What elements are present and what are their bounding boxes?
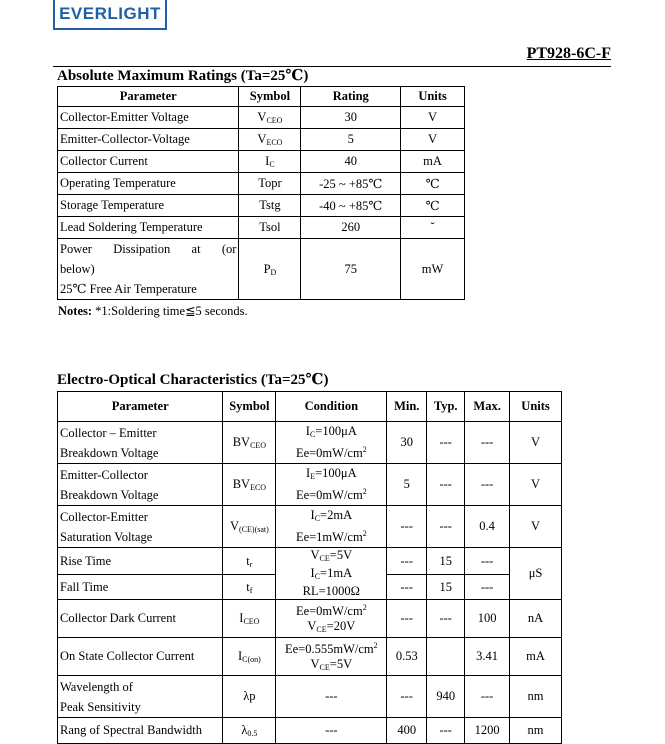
eoc-switch-cond-1	[278, 548, 384, 566]
amr-power-parameter	[58, 239, 239, 300]
amr-row-parameter: Collector-Emitter Voltage	[58, 107, 239, 129]
eoc-on-cond-2a: V	[310, 657, 320, 672]
eoc-row-cond-2	[278, 526, 384, 545]
eoc-row-sym-sub: ECO	[250, 483, 267, 492]
eoc-row-cond-2a: Ee=0mW/cm	[295, 446, 363, 461]
eoc-fall-sym-sub: f	[249, 585, 253, 595]
eoc-row-cond-2	[278, 484, 384, 503]
eoc-row-on	[58, 638, 562, 676]
eoc-dark-sym-main: I	[239, 611, 244, 626]
eoc-fall-sym-main: t	[246, 579, 250, 594]
eoc-table	[57, 391, 562, 744]
eoc-row-cond-2sup: 2	[362, 444, 367, 454]
amr-row-symbol	[239, 129, 301, 151]
amr-row-parameter: Storage Temperature	[58, 195, 239, 217]
eoc-peak-units: nm	[510, 676, 562, 718]
eoc-switch-units: μS	[510, 548, 562, 600]
eoc-row-cond-1sub: C	[309, 429, 316, 439]
eoc-header-min: Min.	[387, 392, 427, 422]
amr-power-line1: Power Dissipation at (or	[60, 242, 237, 256]
eoc-row-cond-1	[278, 466, 384, 484]
eoc-dark-symbol	[223, 600, 276, 638]
everlight-logo	[53, 0, 167, 30]
amr-power-sym-main: P	[263, 261, 271, 276]
eoc-row-dark	[58, 600, 562, 638]
eoc-row-peak	[58, 676, 562, 718]
eoc-on-parameter: On State Collector Current	[58, 638, 223, 676]
eoc-row-units: V	[510, 422, 562, 464]
eoc-row-sym-main: BV	[232, 477, 251, 491]
eoc-on-cond-2b: =5V	[329, 657, 353, 672]
eoc-dark-cond-1a: Ee=0mW/cm	[295, 604, 363, 619]
amr-row	[58, 195, 465, 217]
eoc-header-max: Max.	[465, 392, 510, 422]
eoc-on-cond-2	[278, 657, 384, 675]
eoc-row-cond-2sup: 2	[362, 486, 367, 496]
eoc-row-sym-main: V	[229, 519, 240, 533]
amr-power-rating: 75	[301, 239, 401, 300]
eoc-dark-max: 100	[465, 600, 510, 638]
eoc-range-typ: ---	[427, 718, 465, 744]
eoc-row-cond-1a: I	[310, 507, 315, 522]
eoc-range-parameter: Rang of Spectral Bandwidth	[58, 718, 223, 744]
eoc-row-max: ---	[465, 464, 510, 506]
eoc-row-units: V	[510, 464, 562, 506]
eoc-row-max: 0.4	[465, 506, 510, 548]
amr-row	[58, 129, 465, 151]
eoc-row	[58, 506, 562, 548]
eoc-row-min: ---	[387, 506, 427, 548]
amr-row	[58, 217, 465, 239]
eoc-rise-sym-sub: r	[249, 559, 253, 569]
eoc-row-parameter	[58, 506, 223, 548]
eoc-peak-condition: ---	[276, 676, 387, 718]
eoc-range-condition: ---	[276, 718, 387, 744]
amr-row-parameter: Collector Current	[58, 151, 239, 173]
amr-header-units: Units	[401, 87, 465, 107]
eoc-on-min: 0.53	[387, 638, 427, 676]
amr-row-sym-main: V	[257, 110, 267, 124]
amr-row-rating: 5	[301, 129, 401, 151]
eoc-switch-cond-1a: V	[310, 548, 320, 562]
amr-row-sym-main: Topr	[258, 176, 282, 190]
eoc-fall-symbol	[223, 575, 276, 600]
eoc-header-row	[58, 392, 562, 422]
eoc-row-sym-sub: CEO	[250, 441, 267, 450]
amr-row-symbol	[239, 195, 301, 217]
eoc-row-cond-1b: =100μA	[315, 465, 357, 480]
eoc-dark-sym-sub: CEO	[243, 617, 260, 627]
amr-row-rating: -40 ~ +85℃	[301, 195, 401, 217]
eoc-switch-cond-2	[278, 566, 384, 584]
eoc-dark-units: nA	[510, 600, 562, 638]
eoc-rise-parameter: Rise Time	[58, 548, 223, 575]
amr-row-rating: 40	[301, 151, 401, 173]
amr-row-parameter: Lead Soldering Temperature	[58, 217, 239, 239]
eoc-header-parameter: Parameter	[58, 392, 223, 422]
logo-text: EVERLIGHT	[59, 4, 161, 23]
eoc-row-sym-sub: (CE)(sat)	[239, 525, 269, 534]
eoc-range-min: 400	[387, 718, 427, 744]
eoc-row-symbol	[223, 422, 276, 464]
eoc-on-max: 3.41	[465, 638, 510, 676]
amr-row-parameter: Emitter-Collector-Voltage	[58, 129, 239, 151]
eoc-dark-condition	[276, 600, 387, 638]
eoc-range-symbol	[223, 718, 276, 744]
amr-row	[58, 107, 465, 129]
eoc-row-cond-2a: Ee=0mW/cm	[295, 488, 363, 503]
eoc-range-units: nm	[510, 718, 562, 744]
amr-row	[58, 173, 465, 195]
part-number: PT928-6C-F	[526, 45, 611, 62]
eoc-peak-max: ---	[465, 676, 510, 718]
eoc-row-symbol	[223, 464, 276, 506]
amr-row-rating: 30	[301, 107, 401, 129]
eoc-row-typ: ---	[427, 464, 465, 506]
eoc-rise-max: ---	[465, 548, 510, 575]
eoc-fall-parameter: Fall Time	[58, 575, 223, 600]
amr-power-symbol	[239, 239, 301, 300]
eoc-peak-parameter	[58, 676, 223, 718]
amr-row-power	[58, 239, 465, 300]
amr-row-units: V	[401, 129, 465, 151]
eoc-row-cond-1a: I	[305, 423, 310, 438]
eoc-on-symbol	[223, 638, 276, 676]
eoc-dark-cond-1sup: 2	[362, 603, 367, 612]
eoc-row-param-2: Breakdown Voltage	[60, 445, 159, 460]
eoc-row-units: V	[510, 506, 562, 548]
amr-row-sym-sub: C	[269, 160, 275, 169]
amr-row-parameter: Operating Temperature	[58, 173, 239, 195]
eoc-row-range	[58, 718, 562, 744]
amr-header-row	[58, 87, 465, 107]
amr-row-units: ℃	[401, 173, 465, 195]
eoc-fall-max: ---	[465, 575, 510, 600]
eoc-peak-symbol: λp	[223, 676, 276, 718]
eoc-switch-cond-2b: =1mA	[320, 566, 353, 580]
eoc-on-sym-sub: C(on)	[242, 655, 261, 665]
eoc-header-symbol: Symbol	[223, 392, 276, 422]
eoc-on-cond-2sub: CE	[319, 663, 330, 673]
eoc-on-condition	[276, 638, 387, 676]
amr-header-rating: Rating	[301, 87, 401, 107]
amr-row-units: V	[401, 107, 465, 129]
amr-row-sym-main: Tstg	[259, 198, 281, 212]
eoc-header-typ: Typ.	[427, 392, 465, 422]
eoc-row-cond-2a: Ee=1mW/cm	[295, 530, 363, 545]
eoc-fall-min: ---	[387, 575, 427, 600]
eoc-row-min: 5	[387, 464, 427, 506]
eoc-row-cond-1sub: C	[314, 513, 321, 523]
amr-header-parameter: Parameter	[58, 87, 239, 107]
eoc-on-cond-1	[278, 638, 384, 657]
eoc-rise-typ: 15	[427, 548, 465, 575]
eoc-peak-param-2: Peak Sensitivity	[60, 699, 141, 714]
eoc-row-param-1: Emitter-Collector	[60, 467, 148, 482]
eoc-switch-cond-2a: I	[310, 566, 315, 580]
eoc-row-condition	[276, 464, 387, 506]
eoc-row-parameter	[58, 464, 223, 506]
eoc-dark-typ: ---	[427, 600, 465, 638]
eoc-row-symbol	[223, 506, 276, 548]
eoc-fall-typ: 15	[427, 575, 465, 600]
amr-power-line2: below)	[60, 262, 95, 276]
eoc-on-units: mA	[510, 638, 562, 676]
amr-row-sym-sub: CEO	[266, 116, 283, 125]
eoc-row-param-2: Saturation Voltage	[60, 529, 153, 544]
eoc-row-min: 30	[387, 422, 427, 464]
amr-row-symbol	[239, 173, 301, 195]
amr-row-units: ˘	[401, 217, 465, 239]
eoc-rise-sym-main: t	[246, 553, 250, 568]
eoc-row-typ: ---	[427, 422, 465, 464]
amr-row-units: mA	[401, 151, 465, 173]
eoc-row-condition	[276, 506, 387, 548]
eoc-peak-param-1: Wavelength of	[60, 679, 133, 694]
eoc-on-sym-main: I	[237, 649, 243, 664]
eoc-row-rise	[58, 548, 562, 575]
eoc-rise-min: ---	[387, 548, 427, 575]
eoc-row-param-2: Breakdown Voltage	[60, 487, 159, 502]
eoc-switch-cond-1sub: CE	[319, 554, 330, 563]
eoc-dark-parameter: Collector Dark Current	[58, 600, 223, 638]
eoc-header-condition: Condition	[276, 392, 387, 422]
notes	[58, 303, 248, 319]
eoc-title: Electro-Optical Characteristics (Ta=25℃)	[57, 372, 329, 388]
eoc-dark-cond-1	[278, 600, 384, 619]
amr-row-sym-main: I	[265, 154, 270, 168]
eoc-row	[58, 464, 562, 506]
eoc-range-max: 1200	[465, 718, 510, 744]
eoc-row-cond-2sup: 2	[362, 528, 367, 538]
eoc-switch-cond-2sub: C	[314, 572, 321, 581]
eoc-rise-symbol	[223, 548, 276, 575]
eoc-dark-cond-2	[278, 619, 384, 637]
eoc-switch-condition	[276, 548, 387, 600]
amr-row-rating: 260	[301, 217, 401, 239]
notes-label: Notes:	[58, 304, 93, 318]
eoc-on-cond-1sup: 2	[373, 641, 378, 651]
eoc-row-param-1: Collector – Emitter	[60, 425, 157, 440]
notes-text: *1:Soldering time≦5 seconds.	[92, 304, 248, 318]
eoc-row	[58, 422, 562, 464]
amr-header-symbol: Symbol	[239, 87, 301, 107]
eoc-row-sym-main: BV	[232, 435, 251, 449]
eoc-peak-typ: 940	[427, 676, 465, 718]
eoc-dark-cond-2a: V	[307, 619, 317, 634]
amr-row-rating: -25 ~ +85℃	[301, 173, 401, 195]
amr-title: Absolute Maximum Ratings (Ta=25℃)	[57, 68, 309, 84]
eoc-row-cond-1sub: E	[310, 471, 316, 481]
eoc-row-param-1: Collector-Emitter	[60, 509, 148, 524]
eoc-row-cond-1b: =100μA	[315, 423, 357, 438]
amr-row-symbol	[239, 217, 301, 239]
eoc-row-cond-1a: I	[306, 465, 311, 480]
amr-power-line3: 25℃ Free Air Temperature	[60, 282, 197, 296]
amr-table	[57, 86, 465, 300]
eoc-range-sym-sub: 0.5	[247, 729, 258, 739]
amr-row-symbol	[239, 151, 301, 173]
eoc-dark-min: ---	[387, 600, 427, 638]
eoc-on-cond-1a: Ee=0.555mW/cm	[285, 642, 374, 657]
amr-row-symbol	[239, 107, 301, 129]
eoc-peak-min: ---	[387, 676, 427, 718]
eoc-row-condition	[276, 422, 387, 464]
eoc-dark-cond-2sub: CE	[316, 625, 327, 635]
eoc-row-cond-1	[278, 508, 384, 526]
amr-row	[58, 151, 465, 173]
amr-power-units: mW	[401, 239, 465, 300]
eoc-row-cond-2	[278, 442, 384, 461]
eoc-dark-cond-2b: =20V	[326, 619, 356, 634]
amr-row-sym-main: V	[257, 132, 267, 146]
amr-row-units: ℃	[401, 195, 465, 217]
eoc-switch-cond-1b: =5V	[329, 548, 353, 562]
eoc-row-cond-1b: =2mA	[320, 507, 353, 522]
eoc-row-typ: ---	[427, 506, 465, 548]
amr-row-sym-main: Tsol	[259, 220, 281, 234]
eoc-switch-cond-3: RL=1000Ω	[302, 584, 360, 598]
eoc-row-cond-1	[278, 424, 384, 442]
eoc-range-sym-main: λ	[241, 723, 248, 738]
amr-row-sym-sub: ECO	[266, 138, 283, 147]
eoc-row-parameter	[58, 422, 223, 464]
eoc-header-units: Units	[510, 392, 562, 422]
amr-power-sym-sub: D	[270, 267, 277, 277]
eoc-row-max: ---	[465, 422, 510, 464]
eoc-on-typ	[427, 638, 465, 676]
